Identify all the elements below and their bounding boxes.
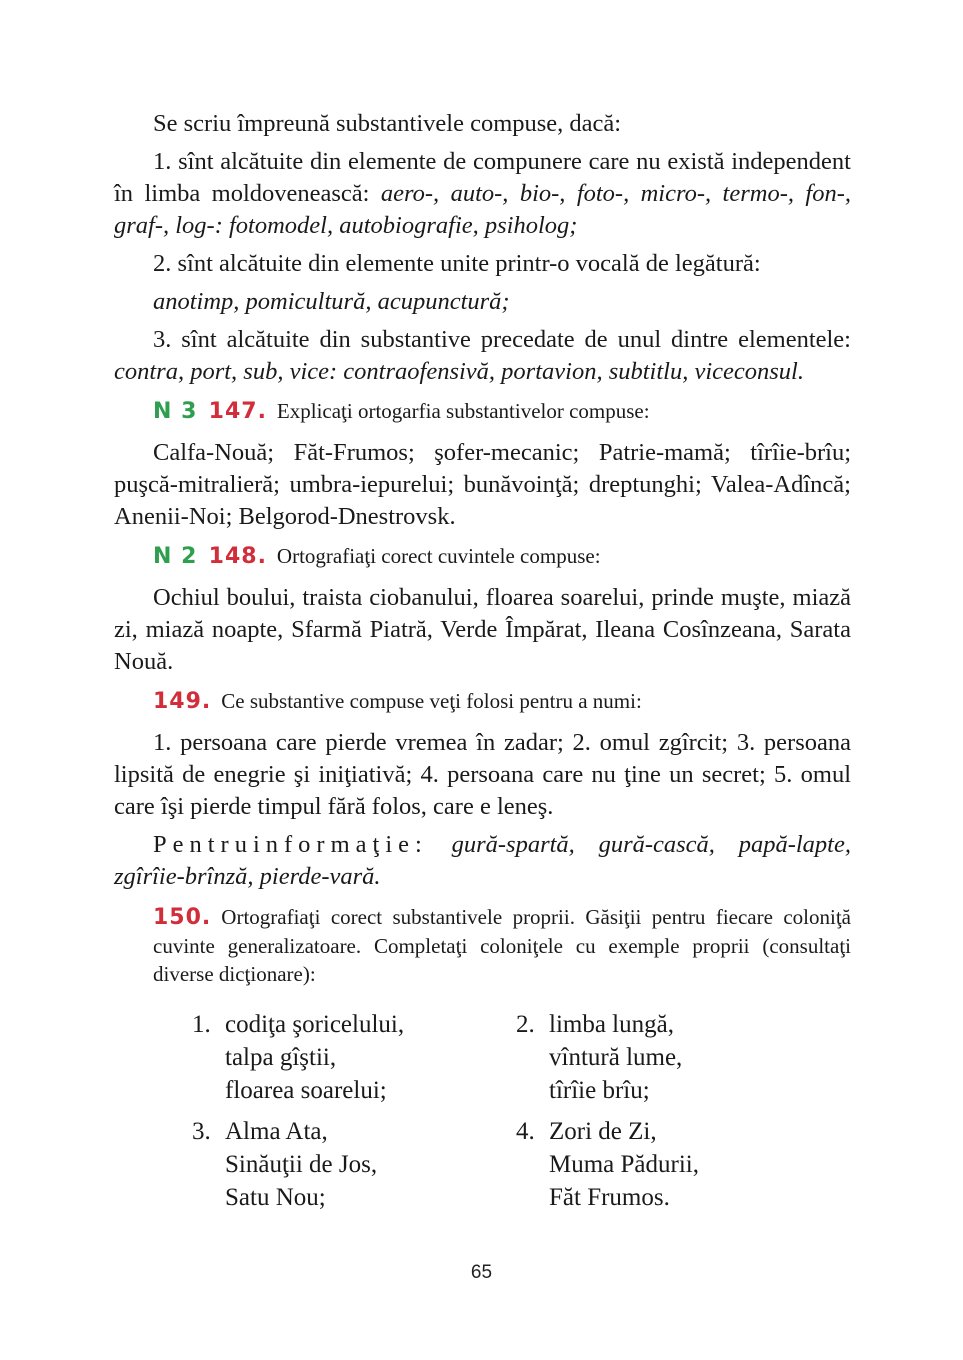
info-examples: gură-spartă, gură-cască, papă-lapte, zgîrîie-brînză, pierde-vară.	[114, 831, 851, 890]
level-badge: N 3	[153, 399, 198, 424]
list-item: 2. limba lungă, vîntură lume, tîrîie brîu;	[516, 1011, 683, 1104]
exercise-instruction: Explicaţi ortogarfia substantivelor compuse:	[276, 399, 650, 423]
list-item: 1. codiţa şoricelului, talpa gîştii, floarea soarelui;	[192, 1011, 405, 1104]
list-item: 3. Alma Ata, Sinăuţii de Jos, Satu Nou;	[192, 1118, 378, 1211]
rule-3-examples: contra, port, sub, vice: contraofensivă, portavion, subtitlu, viceconsul.	[114, 358, 804, 385]
exercise-number: 147.	[208, 399, 267, 424]
level-badge: N 2	[153, 544, 198, 569]
rule-1: 1. sînt alcătuite din elemente de compunere care nu există independent în limba moldovenească: aero-, auto-, bio-, foto-, micro-, termo-, fon-, graf-, log-: fotomodel, autobiografie, psiholog;	[114, 148, 851, 239]
rule-2-examples: anotimp, pomicultură, acupunctură;	[153, 288, 510, 315]
exercise-150-heading	[114, 903, 851, 988]
exercise-number: 149.	[153, 689, 212, 714]
exercise-instruction: Ce substantive compuse veţi folosi pentru a numi:	[221, 689, 642, 713]
exercise-149-body: 1. persoana care pierde vremea în zadar; 2. omul zgîrcit; 3. persoana lipsită de enegrie şi iniţiativă; 4. persoana care nu ţine un secret; 5. omul care îşi pierde timpul fără folos, care e leneş.	[114, 729, 851, 820]
exercise-150-columns	[192, 1008, 851, 1222]
exercise-148-heading	[114, 541, 851, 572]
page-number: 65	[470, 1262, 493, 1283]
exercise-147-heading	[114, 396, 851, 427]
info-label: Pentruinformaţie:	[153, 831, 428, 858]
rule-2: 2. sînt alcătuite din elemente unite printr-o vocală de legătură:	[153, 250, 761, 277]
list-item: 4. Zori de Zi, Muma Pădurii, Făt Frumos.	[516, 1118, 699, 1211]
exercise-147-body: Calfa-Nouă; Făt-Frumos; şofer-mecanic; Patrie-mamă; tîrîie-brîu; puşcă-mitralieră; umbra-iepurelui; bunăvoinţă; dreptunghi; Valea-Adîncă; Anenii-Noi; Belgorod-Dnestrovsk.	[114, 439, 851, 530]
exercise-148-body: Ochiul boului, traista ciobanului, floarea soarelui, prinde muşte, miază zi, miază noapte, Sfarmă Piatră, Verde Împărat, Ileana Cosînzeana, Sarata Nouă.	[114, 584, 851, 675]
exercise-149-info	[114, 829, 851, 893]
rule-1-examples: aero-, auto-, bio-, foto-, micro-, termo-, fon-, graf-, log-: fotomodel, autobiografie, psiholog;	[114, 180, 851, 239]
exercise-instruction: Ortografiaţi corect cuvintele compuse:	[276, 544, 601, 568]
intro-paragraph: Se scriu împreună substantivele compuse, dacă:	[153, 110, 622, 137]
exercise-149-heading	[114, 686, 851, 717]
exercise-number: 150.	[153, 905, 212, 930]
rule-3: 3. sînt alcătuite din substantive precedate de unul dintre elementele: contra, port, sub, vice: contraofensivă, portavion, subtitlu, viceconsul.	[114, 326, 851, 385]
exercise-instruction: Ortografiaţi corect substantivele proprii. Găsiţii pentru fiecare coloniţă cuvinte generalizatoare. Completaţi coloniţele cu exemple proprii (consultaţi diverse dicţionare):	[153, 905, 851, 986]
exercise-number: 148.	[208, 544, 267, 569]
page-content	[114, 108, 851, 1222]
